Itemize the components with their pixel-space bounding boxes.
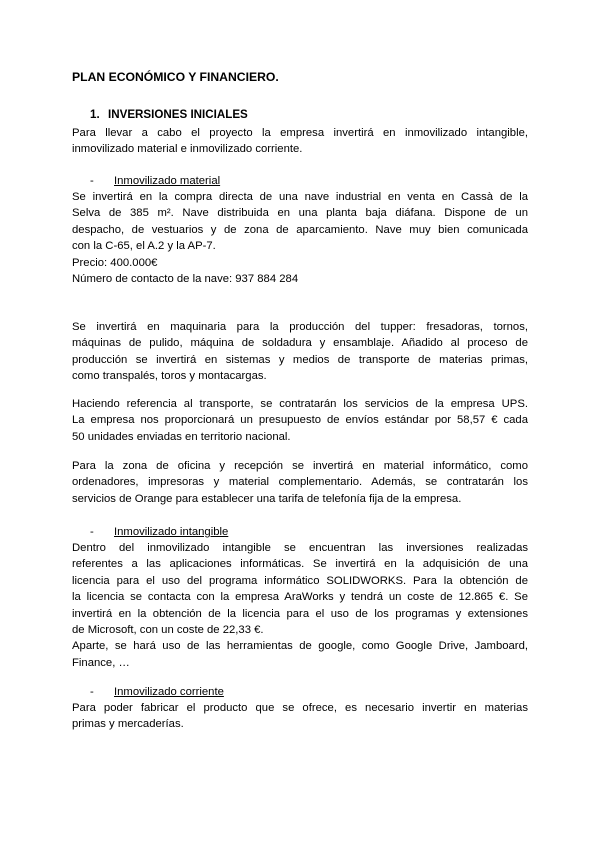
subheading-inmovilizado-material xyxy=(90,173,220,189)
text-line: despacho, de vestuarios y de zona de aparcamiento. Nave muy bien comunicada xyxy=(72,223,528,236)
text-line: Selva de 385 m². Nave distribuida en una planta baja diáfana. Dispone de un xyxy=(72,207,528,220)
text-line: Finance, … xyxy=(72,656,130,669)
inversiones-intro-paragraph xyxy=(72,125,528,158)
text-line: Para poder fabricar el producto que se ofrece, es necesario invertir en materias xyxy=(72,702,528,714)
maquinaria-paragraph xyxy=(72,319,528,385)
text-line: la licencia se contacta con la empresa AraWorks y tendrá un coste de 12.865 €. Se xyxy=(72,591,528,604)
text-line: como transpalés, toros y montacargas. xyxy=(72,370,267,383)
precio-line: Precio: 400.000€ xyxy=(72,256,158,269)
subheading-text: Inmovilizado material xyxy=(114,175,221,187)
text-line: invertirá en la obtención de la licencia para el uso de los programas y extensiones xyxy=(72,607,528,620)
subheading-inmovilizado-corriente xyxy=(90,684,224,700)
text-line: Para llevar a cabo el proyecto la empresa invertirá en inmovilizado intangible, xyxy=(72,127,528,139)
bullet-dash: - xyxy=(90,175,94,187)
text-line: servicios de Orange para establecer una tarifa de telefonía fija de la empresa. xyxy=(72,492,462,505)
section-heading-text: INVERSIONES INICIALES xyxy=(108,108,248,121)
subheading-text: Inmovilizado intangible xyxy=(114,526,229,538)
text-line: primas y mercaderías. xyxy=(72,718,184,731)
text-line: máquinas de pulido, máquina de soldadura y ensamblaje. Añadido al proceso de xyxy=(72,337,528,350)
contacto-line: Número de contacto de la nave: 937 884 284 xyxy=(72,273,299,286)
corriente-paragraph xyxy=(72,700,528,733)
document-title: PLAN ECONÓMICO Y FINANCIERO. xyxy=(72,70,279,84)
text-line: Dentro del inmovilizado intangible se encuentran las inversiones realizadas xyxy=(72,542,528,554)
subheading-text: Inmovilizado corriente xyxy=(114,686,224,698)
text-line: licencia para el uso del programa informático SOLIDWORKS. Para la obtención de xyxy=(72,574,528,587)
bullet-dash: - xyxy=(90,686,94,698)
text-line: Se invertirá en maquinaria para la producción del tupper: fresadoras, tornos, xyxy=(72,321,528,333)
text-line: Se invertirá en la compra directa de una nave industrial en venta en Cassà de la xyxy=(72,191,528,203)
bullet-dash: - xyxy=(90,526,94,538)
subheading-inmovilizado-intangible xyxy=(90,524,228,540)
text-line: inmovilizado material e inmovilizado corriente. xyxy=(72,143,303,156)
section-number: 1. xyxy=(90,108,100,121)
text-line: referentes a las aplicaciones informáticas. Se invertirá en la adquisición de una xyxy=(72,558,528,571)
section-heading-inversiones xyxy=(90,108,248,121)
nave-paragraph xyxy=(72,189,528,287)
text-line: producción se invertirá en sistemas y medios de transporte de materias primas, xyxy=(72,353,528,366)
text-line: de Microsoft, con un coste de 22,33 €. xyxy=(72,624,264,637)
text-line: Para la zona de oficina y recepción se invertirá en material informático, como xyxy=(72,460,528,472)
text-line: Haciendo referencia al transporte, se contratarán los servicios de la empresa UPS. xyxy=(72,398,528,410)
intangible-paragraph xyxy=(72,540,528,671)
text-line: La empresa nos proporcionará un presupuesto de envíos estándar por 58,57 € cada xyxy=(72,414,528,427)
text-line: con la C-65, el A.2 y la AP-7. xyxy=(72,240,216,253)
text-line: 50 unidades enviadas en territorio nacional. xyxy=(72,430,291,443)
transporte-paragraph xyxy=(72,396,528,445)
oficina-paragraph xyxy=(72,458,528,507)
text-line: ordenadores, impresoras y material complementario. Además, se contratarán los xyxy=(72,476,528,489)
text-line: Aparte, se hará uso de las herramientas de google, como Google Drive, Jamboard, xyxy=(72,640,528,653)
